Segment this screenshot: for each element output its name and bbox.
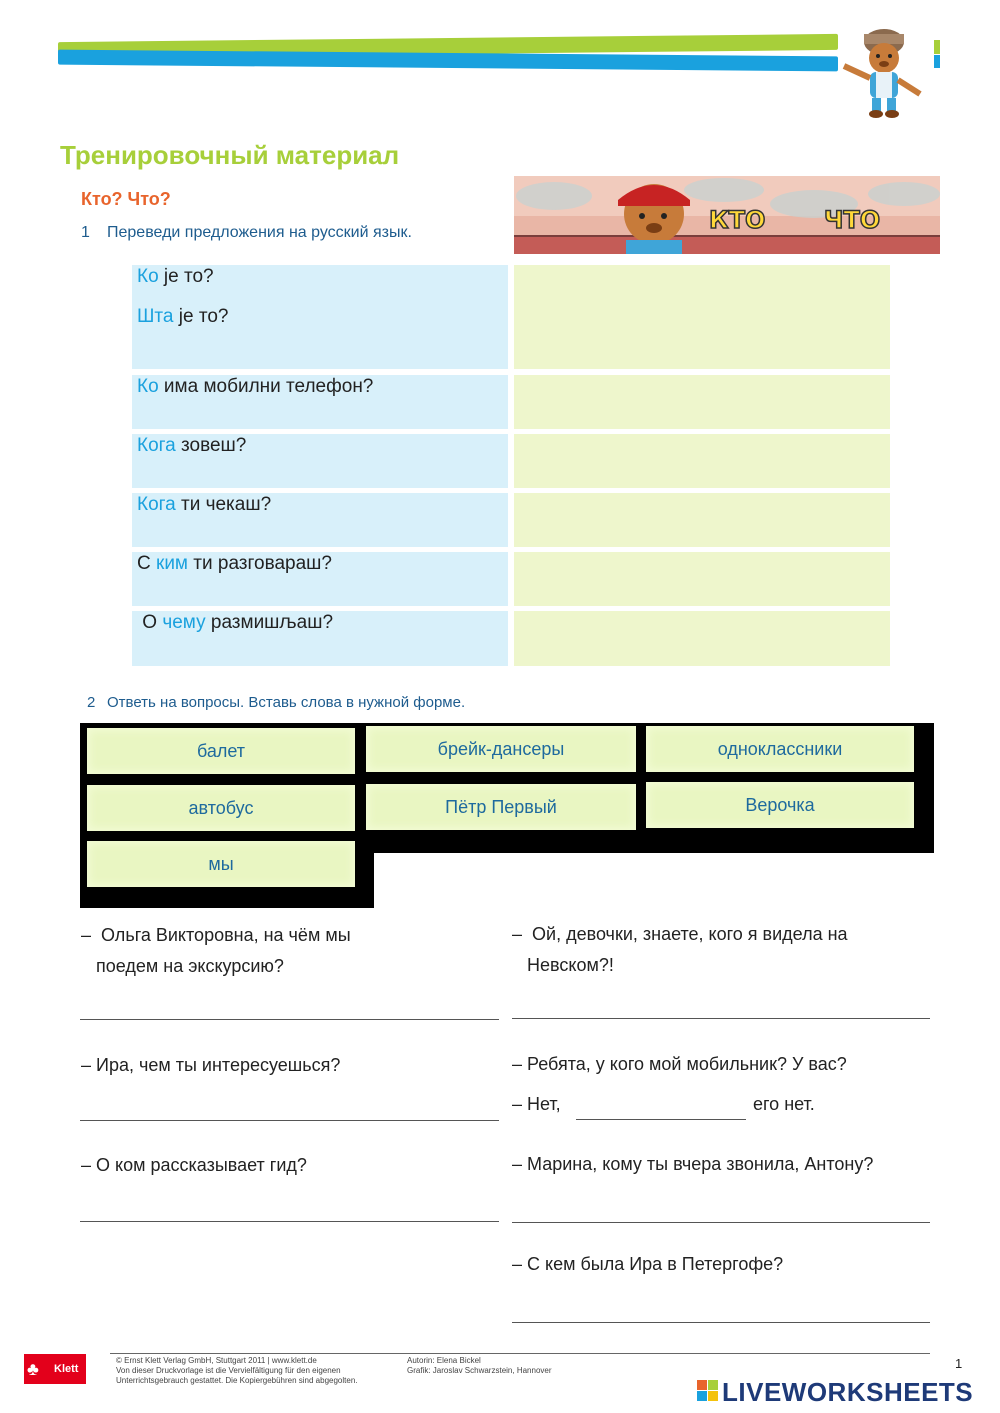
liveworksheets-logo-icon [697,1380,719,1402]
banner-kto-text: КТО [709,206,766,234]
word-tile[interactable]: мы [87,841,355,887]
footer-copyright: © Ernst Klett Verlag GmbH, Stuttgart 2011 | www.klett.de Von dieser Druckvorlage ist die Vervielfältigung für den eigenen Unterrichtsgebrauch gestattet. Die Kopiergebühren sind abgegolten. [116,1356,358,1385]
answer-line[interactable] [80,1120,499,1121]
answer-input[interactable] [514,493,890,547]
source-sentence: С ким ти разговараш? [137,553,332,574]
answer-input[interactable] [514,552,890,606]
question: – Ира, чем ты интересуешься? [81,1055,341,1075]
task-text: Переведи предложения на русский язык. [107,224,412,241]
klett-logo-icon: ♣ [27,1359,39,1379]
question: – О ком рассказывает гид? [81,1155,307,1175]
liveworksheets-watermark: LIVEWORKSHEETS [722,1377,974,1407]
source-sentence: Ко је то? [137,266,214,287]
answer-input[interactable] [514,611,890,666]
word-tile[interactable]: балет [87,728,355,774]
header-stripe-tail [934,55,940,68]
answer-line[interactable] [512,1222,930,1223]
answer-input[interactable] [514,375,890,429]
source-sentence: Кога зовеш? [137,435,247,456]
klett-logo [24,1354,86,1384]
answer-line[interactable] [512,1018,930,1019]
word-tile[interactable]: брейк-дансеры [366,726,636,772]
answer-prefix: – Нет, [512,1094,561,1114]
page-number: 1 [955,1356,963,1371]
source-sentence: О чему размишљаш? [137,612,334,633]
answer-line[interactable] [512,1322,930,1323]
source-sentence: Шта је то? [137,306,229,327]
answer-line[interactable] [80,1221,499,1222]
answer-blank[interactable] [576,1119,746,1120]
source-sentence: Кога ти чекаш? [137,494,272,515]
question: – С кем была Ира в Петергофе? [512,1254,784,1274]
word-tile[interactable]: Пётр Первый [366,784,636,830]
footer-credits: Autorin: Elena Bickel Grafik: Jaroslav Schwarzstein, Hannover [407,1356,552,1375]
section-subtitle: Кто? Что? [81,189,171,209]
word-tile[interactable]: одноклассники [646,726,914,772]
header-stripe-tail [934,40,940,54]
page-title: Тренировочный материал [60,140,400,170]
answer-input[interactable] [514,434,890,488]
question: – Ребята, у кого мой мобильник? У вас? [512,1054,847,1074]
task-1-instruction [81,224,412,242]
task-2-instruction [87,694,465,711]
header-stripe-blue [58,50,838,72]
footer-divider [110,1353,930,1354]
source-sentence: Ко има мобилни телефон? [137,376,374,397]
task-number: 2 [87,694,96,711]
task-text: Ответь на вопросы. Вставь слова в нужной форме. [107,694,466,711]
word-tile[interactable]: Верочка [646,782,914,828]
question: – Ольга Викторовна, на чём мы поедем на экскурсию? [81,925,351,976]
word-tile[interactable]: автобус [87,785,355,831]
answer-suffix: его нет. [753,1094,815,1114]
question: – Ой, девочки, знаете, кого я видела на Невском?! [512,924,848,975]
klett-logo-text: Klett [54,1363,79,1375]
bear-mascot-image [832,20,932,120]
question: – Марина, кому ты вчера звонила, Антону? [512,1154,874,1174]
kto-chto-banner-image [514,176,940,254]
answer-line[interactable] [80,1019,499,1020]
banner-chto-text: ЧТО [824,206,881,234]
answer-input[interactable] [514,265,890,369]
task-number: 1 [81,224,90,241]
